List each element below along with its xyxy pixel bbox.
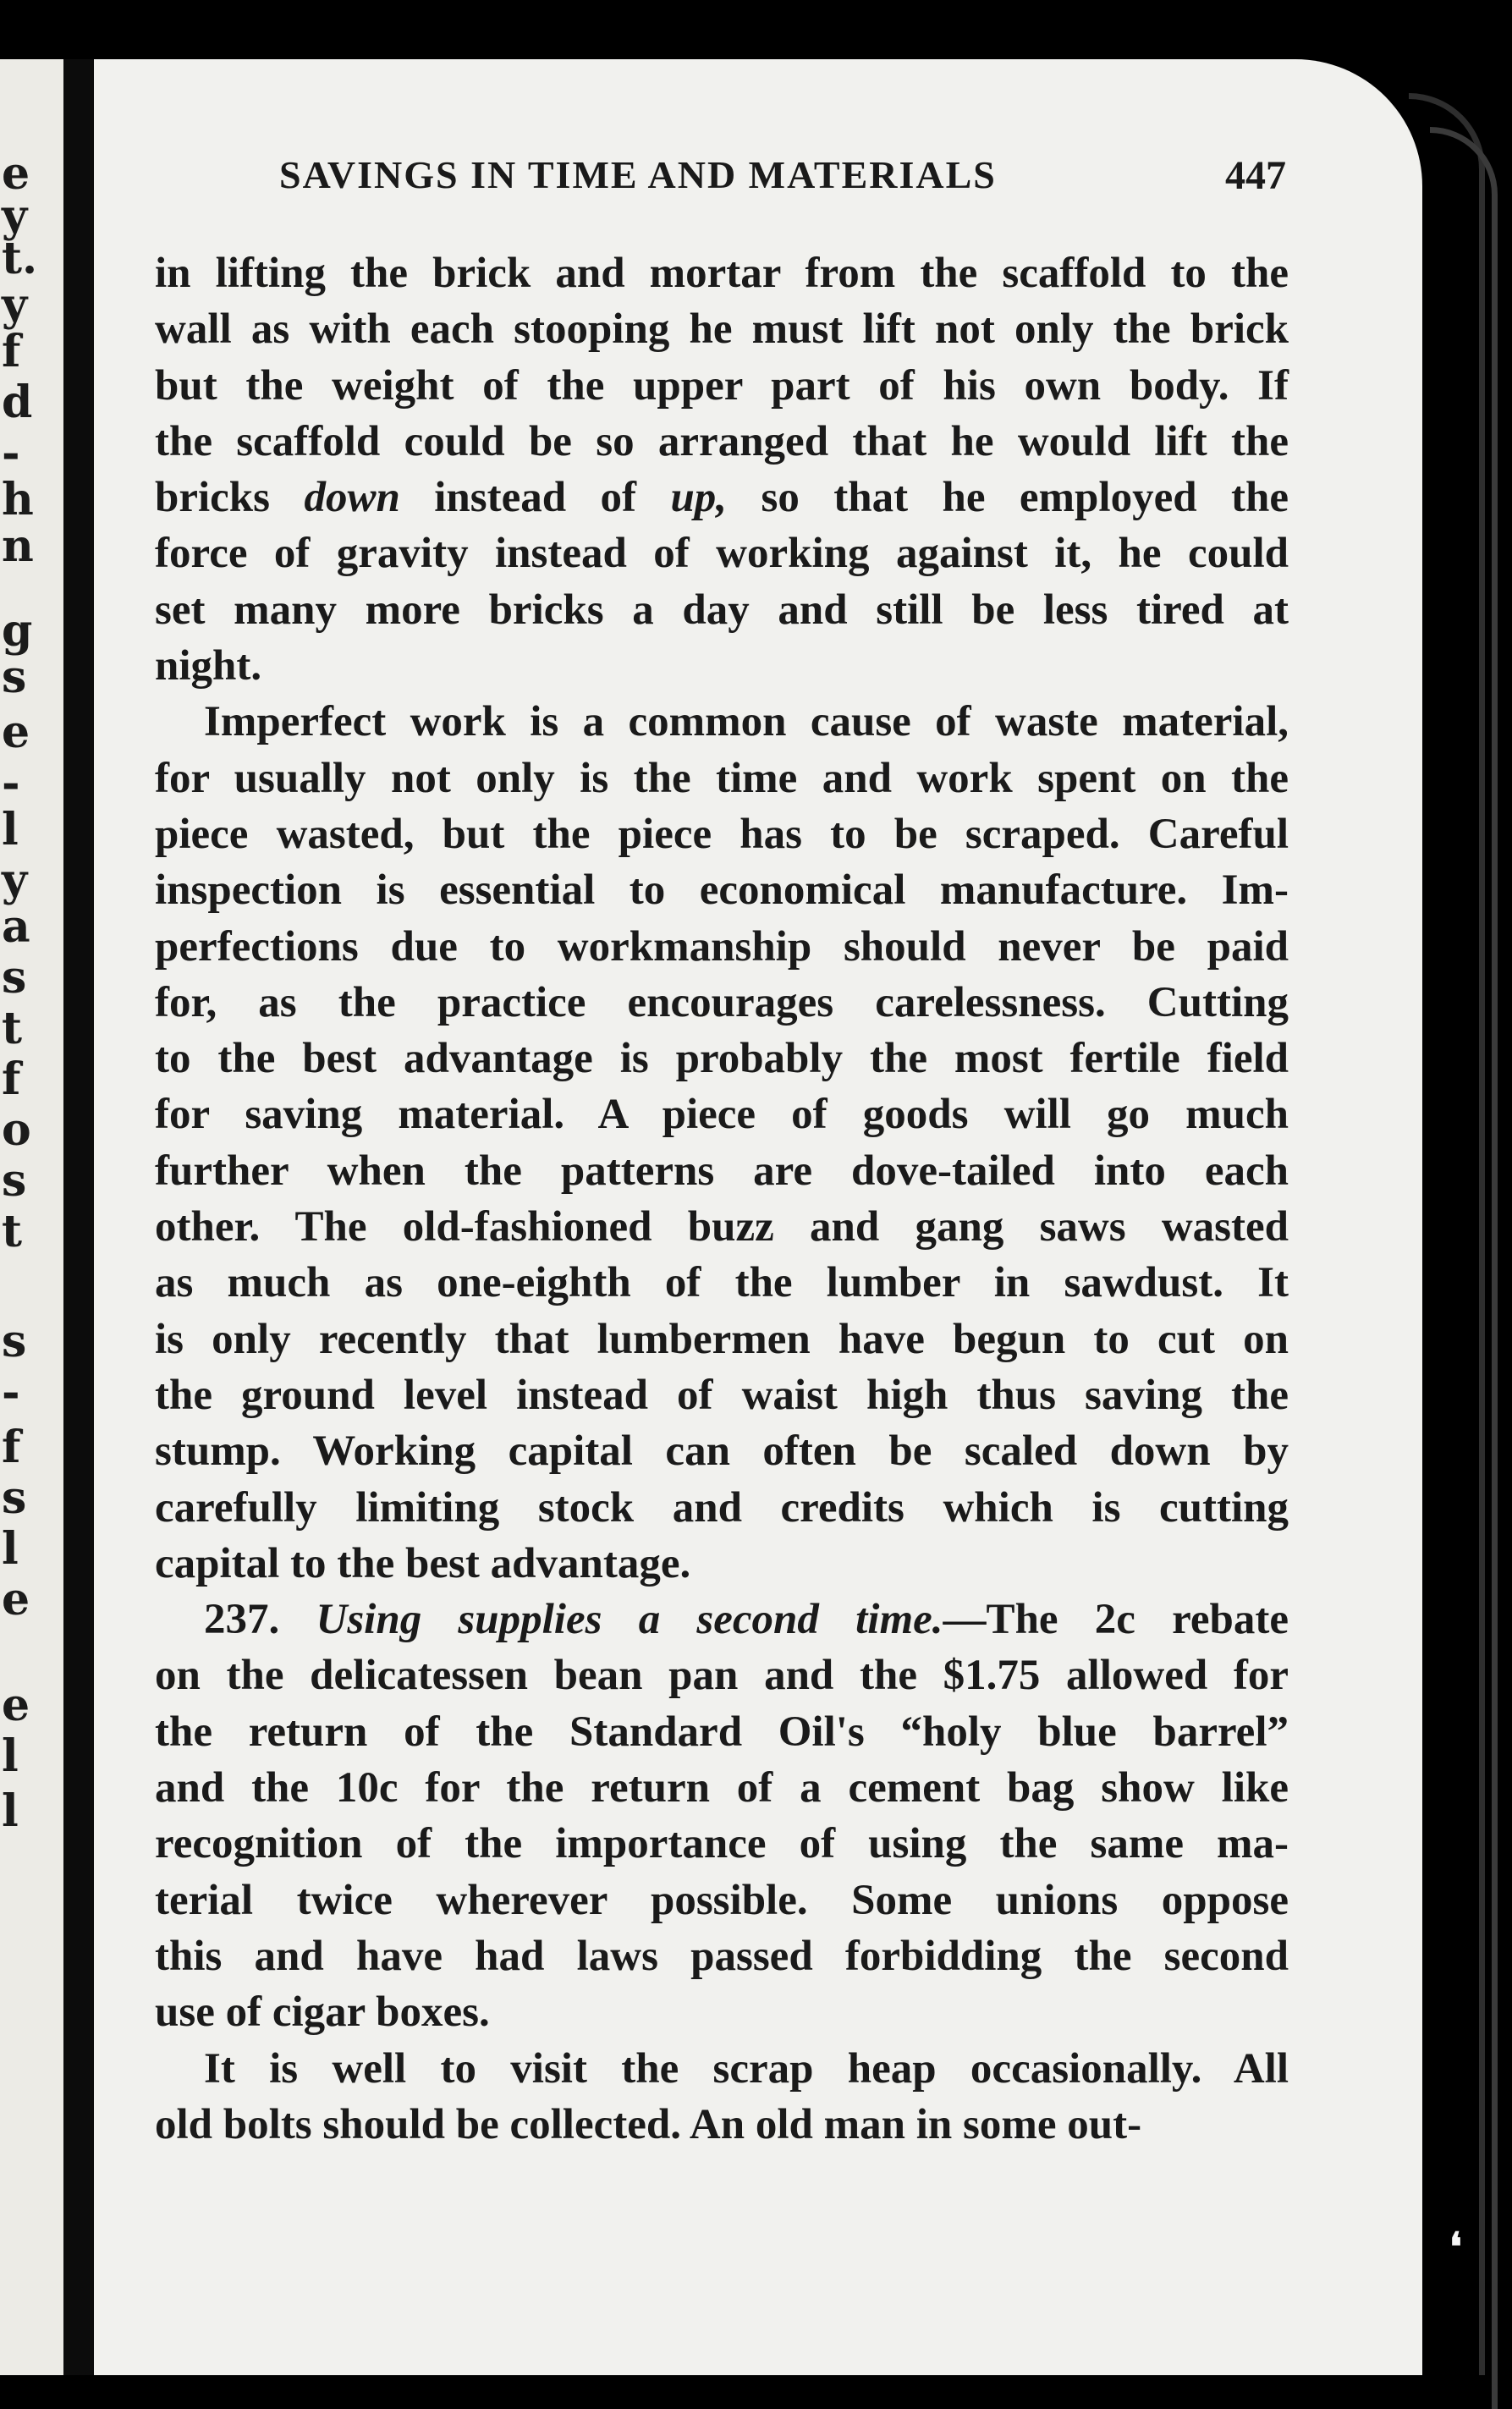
text-line	[155, 2041, 1289, 2097]
text-line	[155, 301, 1289, 357]
text-run: the return of the Standard Oil's “holy blue barrel”	[155, 1708, 1289, 1756]
text-run: recognition of the importance of using the same ma-	[155, 1820, 1289, 1868]
text-run: force of gravity instead of working against it, he could	[155, 530, 1289, 578]
italic-text-run: Using supplies a second time.	[316, 1596, 943, 1644]
page-corner-mark: ❛	[1449, 2224, 1462, 2269]
facing-page-fragment: s	[2, 952, 27, 1004]
text-run: terial twice wherever possible. Some unions oppose	[155, 1876, 1289, 1924]
text-line	[155, 1760, 1289, 1816]
text-line	[155, 975, 1289, 1031]
facing-page-fragment: f	[2, 326, 21, 377]
text-line	[155, 582, 1289, 638]
facing-page-fragment: f	[2, 1053, 21, 1105]
text-run: piece wasted, but the piece has to be scraped. Careful	[155, 810, 1289, 858]
facing-page-fragment: y	[2, 279, 28, 331]
facing-page-fragment: a	[2, 901, 30, 953]
facing-page-fragment: s	[2, 1472, 27, 1524]
text-line	[155, 245, 1289, 301]
facing-page-fragment: s	[2, 1155, 27, 1207]
text-run: use of cigar boxes.	[155, 1988, 490, 2037]
facing-page-fragment: l	[2, 1785, 19, 1837]
text-line	[155, 1031, 1289, 1086]
text-line	[155, 1255, 1289, 1311]
facing-page-fragment: o	[2, 1104, 31, 1156]
text-line	[155, 1312, 1289, 1367]
italic-text-run: up,	[670, 474, 728, 522]
text-run: inspection is essential to economical manufacture. Im-	[155, 866, 1289, 915]
text-line	[155, 1928, 1289, 1984]
page-stack-edge-outer	[1430, 127, 1498, 2409]
facing-page-fragment: l	[2, 1523, 19, 1575]
text-line	[155, 414, 1289, 470]
text-run: 237.	[204, 1596, 316, 1644]
text-line	[155, 470, 1289, 525]
facing-page-fragment: y	[2, 855, 28, 906]
text-run: bricks	[155, 474, 305, 522]
facing-page-fragment: -	[2, 427, 20, 479]
text-run: stump. Working capital can often be scaled down by	[155, 1427, 1289, 1476]
text-line	[155, 806, 1289, 862]
facing-page-fragment: g	[2, 605, 33, 657]
paragraph-p4	[155, 2041, 1289, 2153]
text-line	[155, 1480, 1289, 1536]
text-run: as much as one-eighth of the lumber in sawdust. It	[155, 1259, 1289, 1307]
text-line	[155, 1536, 1289, 1592]
text-run: other. The old-fashioned buzz and gang saws wasted	[155, 1203, 1289, 1251]
body-text	[155, 245, 1289, 2153]
text-line	[155, 1199, 1289, 1255]
text-run: further when the patterns are dove-tailed into each	[155, 1147, 1289, 1195]
text-run: It is well to visit the scrap heap occasionally. All	[204, 2044, 1289, 2093]
facing-page-fragment: y	[2, 190, 28, 242]
text-line	[155, 694, 1289, 750]
text-run: wall as with each stooping he must lift not only the brick	[155, 305, 1289, 354]
text-line	[155, 1816, 1289, 1872]
facing-page-fragment: -	[2, 757, 20, 809]
paragraph-p1	[155, 245, 1289, 694]
facing-page-fragment: e	[2, 1574, 30, 1625]
text-line	[155, 1873, 1289, 1928]
text-line	[155, 2097, 1289, 2153]
facing-page-fragment: e	[2, 707, 30, 758]
text-run: so that he employed the	[727, 474, 1289, 522]
facing-page-fragment: h	[2, 474, 34, 525]
italic-text-run: down	[304, 474, 400, 522]
text-line	[155, 638, 1289, 694]
facing-page-fragment: f	[2, 1422, 21, 1473]
facing-page-fragment: t	[2, 1206, 23, 1257]
text-run: to the best advantage is probably the most fertile field	[155, 1035, 1289, 1083]
text-run: this and have had laws passed forbidding the second	[155, 1932, 1289, 1980]
text-run: but the weight of the upper part of his own body. If	[155, 361, 1289, 410]
text-line	[155, 919, 1289, 975]
facing-page-fragment: d	[2, 377, 33, 428]
text-run: instead of	[399, 474, 671, 522]
text-run: —The 2c rebate	[943, 1596, 1289, 1644]
running-head-title: SAVINGS IN TIME AND MATERIALS	[279, 153, 997, 196]
text-run: for saving material. A piece of goods will go much	[155, 1091, 1289, 1139]
text-run: Imperfect work is a common cause of waste material,	[204, 698, 1289, 746]
text-line	[155, 1704, 1289, 1760]
facing-page-fragment: l	[2, 804, 19, 855]
text-run: the scaffold could be so arranged that he would lift the	[155, 417, 1289, 465]
text-run: carefully limiting stock and credits which is cutting	[155, 1483, 1289, 1532]
text-run: set many more bricks a day and still be less tired at	[155, 586, 1289, 634]
facing-page-fragment: l	[2, 1730, 19, 1782]
text-line	[155, 862, 1289, 918]
text-line	[155, 1367, 1289, 1423]
text-line	[155, 1592, 1289, 1647]
text-line	[155, 1984, 1289, 2040]
page-number: 447	[1225, 153, 1286, 198]
running-head	[279, 152, 1286, 212]
facing-page-fragment: t	[2, 1003, 23, 1054]
text-line	[155, 1086, 1289, 1142]
facing-page-fragment: e	[2, 148, 30, 200]
text-line	[155, 358, 1289, 414]
paragraph-p3	[155, 1592, 1289, 2040]
paragraph-p2	[155, 694, 1289, 1592]
facing-page-fragment: n	[2, 520, 34, 572]
text-run: the ground level instead of waist high thus saving the	[155, 1371, 1289, 1419]
text-run: for usually not only is the time and work spent on the	[155, 754, 1289, 802]
text-line	[155, 751, 1289, 806]
text-run: is only recently that lumbermen have begun to cut on	[155, 1315, 1289, 1363]
facing-page-edge	[0, 59, 63, 2375]
text-line	[155, 1423, 1289, 1479]
text-run: capital to the best advantage.	[155, 1539, 691, 1587]
facing-page-fragment: e	[2, 1680, 30, 1731]
text-run: night.	[155, 642, 262, 690]
text-run: on the delicatessen bean pan and the $1.75 allowed for	[155, 1652, 1289, 1700]
text-run: old bolts should be collected. An old man in some out-	[155, 2100, 1142, 2148]
text-run: and the 10c for the return of a cement bag show like	[155, 1764, 1289, 1812]
facing-page-fragment: -	[2, 1367, 20, 1418]
text-line	[155, 525, 1289, 581]
text-run: for, as the practice encourages carelessness. Cutting	[155, 978, 1289, 1026]
facing-page-fragment: t.	[2, 233, 38, 284]
text-run: in lifting the brick and mortar from the scaffold to the	[155, 250, 1289, 297]
text-run: perfections due to workmanship should never be paid	[155, 922, 1289, 971]
facing-page-fragment: s	[2, 1316, 27, 1367]
text-line	[155, 1143, 1289, 1199]
facing-page-fragment: s	[2, 652, 27, 703]
text-line	[155, 1647, 1289, 1703]
book-gutter	[63, 59, 94, 2375]
